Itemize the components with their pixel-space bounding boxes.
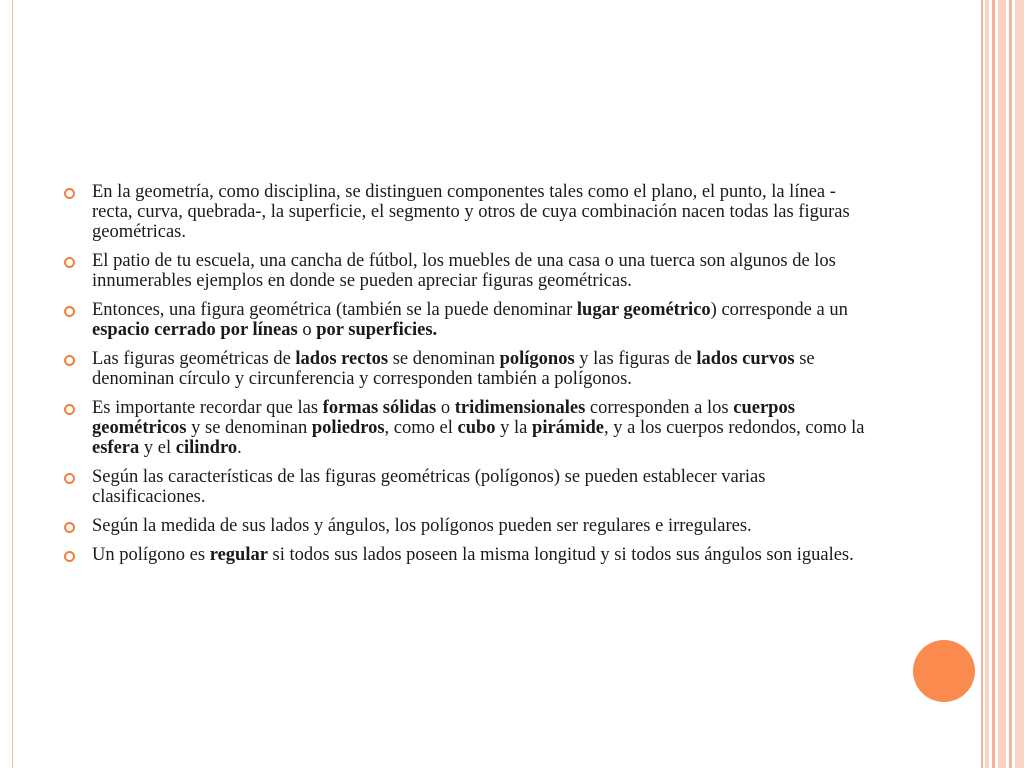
bullet-bold-text: cuerpos geométricos <box>92 398 795 438</box>
bullet-bold-text: lados curvos <box>696 349 795 369</box>
orange-circle-decoration <box>913 640 975 702</box>
ring-bullet-icon <box>64 404 75 415</box>
bullet-item <box>64 349 874 389</box>
bullet-bold-text: poliedros <box>311 418 385 438</box>
ring-bullet-icon <box>64 473 75 484</box>
left-frame-line <box>12 0 13 768</box>
stripe <box>985 0 989 768</box>
bullet-bold-text: lados rectos <box>295 349 389 369</box>
bullet-text: Entonces, una figura geométrica (también se la puede denominar <box>92 300 577 320</box>
bullet-item <box>64 467 874 507</box>
bullet-bold-text: cubo <box>457 418 496 438</box>
bullet-text: , y a los cuerpos redondos, como la <box>603 418 865 438</box>
bullet-item <box>64 516 874 536</box>
bullet-text: o <box>297 320 317 340</box>
bullet-text: corresponden a los <box>585 398 734 418</box>
bullet-text: En la geometría, como disciplina, se distinguen componentes tales como el plano, el punto, la línea -recta, curva, quebrada-, la superficie, el segmento y otros de cuya combinación nacen todas las figuras geométricas. <box>92 182 850 242</box>
bullet-bold-text: lugar geométrico <box>576 300 711 320</box>
ring-bullet-icon <box>64 257 75 268</box>
bullet-bold-text: formas sólidas <box>322 398 437 418</box>
bullet-text: si todos sus lados poseen la misma longitud y si todos sus ángulos son iguales. <box>267 545 854 565</box>
bullet-item <box>64 182 874 242</box>
ring-bullet-icon <box>64 355 75 366</box>
stripe <box>998 0 1006 768</box>
bullet-bold-text: esfera <box>92 438 140 458</box>
ring-bullet-icon <box>64 551 75 562</box>
bullet-bold-text: polígonos <box>499 349 575 369</box>
bullet-item <box>64 398 874 458</box>
ring-bullet-icon <box>64 188 75 199</box>
bullet-bold-text: tridimensionales <box>454 398 586 418</box>
bullet-text: . <box>237 438 242 458</box>
bullet-list <box>64 182 874 565</box>
bullet-item <box>64 251 874 291</box>
bullet-text: Es importante recordar que las <box>92 398 323 418</box>
ring-bullet-icon <box>64 522 75 533</box>
stripe <box>1009 0 1012 768</box>
stripe <box>992 0 995 768</box>
stripe <box>981 0 983 768</box>
bullet-text: o <box>436 398 455 418</box>
bullet-text: El patio de tu escuela, una cancha de fútbol, los muebles de una casa o una tuerca son algunos de los innumerables ejemplos en donde se pueden apreciar figuras geométricas. <box>92 251 836 291</box>
bullet-bold-text: por superficies. <box>316 320 438 340</box>
bullet-text: ) corresponde a un <box>710 300 848 320</box>
bullet-text: Las figuras geométricas de <box>92 349 296 369</box>
bullet-text: y la <box>495 418 533 438</box>
bullet-text: , como el <box>384 418 458 438</box>
bullet-bold-text: cilindro <box>175 438 238 458</box>
bullet-bold-text: espacio cerrado por líneas <box>92 320 298 340</box>
slide-body <box>64 182 874 574</box>
bullet-text: y se denominan <box>186 418 312 438</box>
bullet-text: se denominan <box>388 349 500 369</box>
bullet-text: Según las características de las figuras geométricas (polígonos) se pueden establecer varias clasificaciones. <box>92 467 766 507</box>
bullet-text: Un polígono es <box>92 545 210 565</box>
bullet-text: se denominan círculo y circunferencia y corresponden también a polígonos. <box>92 349 815 389</box>
bullet-bold-text: pirámide <box>532 418 604 438</box>
bullet-text: Según la medida de sus lados y ángulos, los polígonos pueden ser regulares e irregulares. <box>92 516 752 536</box>
ring-bullet-icon <box>64 306 75 317</box>
bullet-text: y las figuras de <box>574 349 697 369</box>
bullet-item <box>64 300 874 340</box>
bullet-text: y el <box>139 438 176 458</box>
bullet-item <box>64 545 874 565</box>
bullet-bold-text: regular <box>209 545 268 565</box>
stripe <box>1015 0 1024 768</box>
